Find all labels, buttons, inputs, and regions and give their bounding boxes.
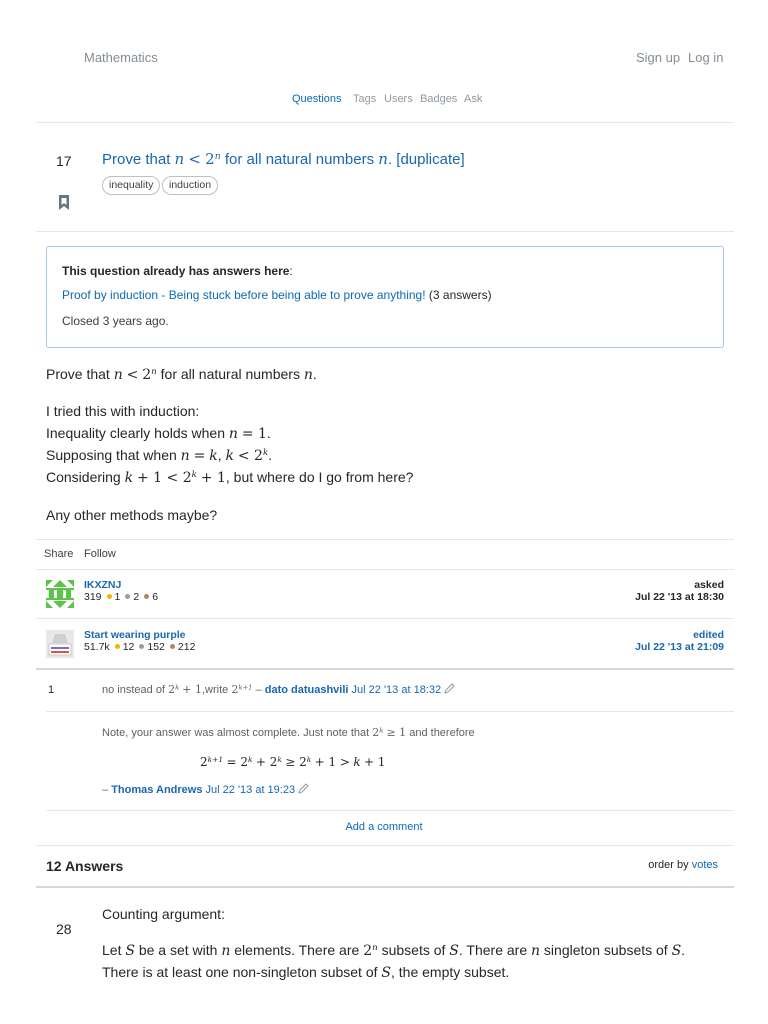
divider bbox=[36, 668, 734, 670]
question-body-line: Inequality clearly holds when n = 1. bbox=[46, 425, 271, 442]
question-body-line: Supposing that when n = k, $k < 2^k$. bbox=[46, 447, 273, 464]
add-comment-link[interactable]: Add a comment bbox=[345, 821, 423, 833]
editor-name[interactable]: Start wearing purple bbox=[84, 629, 186, 641]
comment-vote-count: 1 bbox=[48, 684, 55, 696]
divider bbox=[36, 845, 734, 846]
question-body-line: Considering $k + 1 < 2^k + 1$, but where do I go from here? bbox=[46, 469, 414, 486]
divider bbox=[36, 886, 734, 888]
follow-link[interactable]: Follow bbox=[84, 548, 116, 560]
add-comment-container bbox=[0, 821, 768, 833]
tag-induction[interactable]: induction bbox=[162, 176, 218, 195]
edit-pencil-icon[interactable] bbox=[444, 683, 455, 694]
gold-badge-icon bbox=[107, 594, 112, 599]
closed-text: Closed 3 years ago. bbox=[62, 314, 169, 328]
question-vote-count: 17 bbox=[56, 153, 72, 169]
answer-order: order by votes bbox=[648, 859, 718, 871]
edited-label[interactable]: edited bbox=[693, 629, 724, 641]
answer-body-line: Counting argument: bbox=[102, 906, 225, 922]
sign-up-link[interactable]: Sign up bbox=[636, 50, 681, 65]
silver-badge-icon bbox=[125, 594, 130, 599]
editor-avatar[interactable] bbox=[46, 630, 74, 658]
divider bbox=[36, 569, 734, 570]
question-body-line: I tried this with induction: bbox=[46, 403, 200, 419]
duplicate-notice-line bbox=[62, 288, 492, 302]
bronze-badge-icon bbox=[170, 644, 175, 649]
asked-date: Jul 22 '13 at 18:30 bbox=[635, 591, 724, 603]
share-link[interactable]: Share bbox=[44, 548, 74, 560]
answer-body-line: There is at least one non-singleton subset of S, the empty subset. bbox=[102, 964, 510, 981]
divider bbox=[36, 122, 734, 123]
comment-user[interactable]: Thomas Andrews bbox=[111, 784, 203, 796]
duplicate-answer-count: (3 answers) bbox=[428, 288, 492, 302]
bookmark-icon[interactable] bbox=[58, 195, 70, 210]
comment: no instead of 2$^k$ + 1,write $2^{k+1}$ – dato datuashvili Jul 22 '13 at 18:32 bbox=[102, 683, 455, 696]
asker-reputation: 319 1 2 6 bbox=[84, 591, 159, 603]
comment: Note, your answer was almost complete. Just note that 2$^k$ ≥ 1 and therefore bbox=[102, 726, 475, 739]
editor-reputation: 51.7k 12 152 212 bbox=[84, 641, 196, 653]
asker-name[interactable]: IKXZNJ bbox=[84, 579, 122, 591]
bronze-badge-icon bbox=[144, 594, 149, 599]
silver-badge-icon bbox=[139, 644, 144, 649]
gold-badge-icon bbox=[115, 644, 120, 649]
divider bbox=[36, 539, 734, 540]
nav-badges[interactable]: Badges bbox=[420, 93, 458, 105]
comment-equation: $2^{k+1} = 2^k + 2^k \ge 2^k + 1 > k + 1$ bbox=[200, 754, 386, 769]
comment-date[interactable]: Jul 22 '13 at 19:23 bbox=[205, 784, 296, 796]
nav-users[interactable]: Users bbox=[384, 93, 413, 105]
edited-date[interactable]: Jul 22 '13 at 21:09 bbox=[635, 641, 724, 653]
tag-inequality[interactable]: inequality bbox=[102, 176, 160, 195]
answer-body-line: Let S be a set with n elements. There are 2$^n$ subsets of S. There are n singleton subsets of S. bbox=[102, 942, 686, 959]
divider bbox=[36, 231, 734, 232]
nav-tags[interactable]: Tags bbox=[353, 93, 377, 105]
answer-vote-count: 28 bbox=[56, 921, 72, 937]
site-name[interactable]: Mathematics bbox=[84, 50, 158, 65]
asker-avatar[interactable] bbox=[46, 580, 74, 608]
question-body-paragraph: Prove that n < 2$^n$ for all natural numbers n. bbox=[46, 366, 317, 383]
divider bbox=[46, 711, 734, 712]
comment-attribution: – Thomas Andrews Jul 22 '13 at 19:23 bbox=[102, 783, 309, 796]
nav-ask[interactable]: Ask bbox=[464, 93, 483, 105]
edit-pencil-icon[interactable] bbox=[298, 783, 309, 794]
nav-questions[interactable]: Questions bbox=[292, 93, 342, 105]
order-by-votes-link[interactable]: votes bbox=[691, 859, 718, 871]
duplicate-question-link[interactable]: Proof by induction - Being stuck before being able to prove anything! bbox=[62, 288, 426, 302]
duplicate-notice-heading: This question already has answers here: bbox=[62, 264, 293, 278]
divider bbox=[36, 618, 734, 619]
comment-user[interactable]: dato datuashvili bbox=[264, 684, 349, 696]
asked-label: asked bbox=[694, 579, 724, 591]
log-in-link[interactable]: Log in bbox=[688, 50, 724, 65]
question-body-line: Any other methods maybe? bbox=[46, 507, 218, 523]
answers-count: 12 Answers bbox=[46, 858, 124, 874]
divider bbox=[46, 810, 734, 811]
comment-date[interactable]: Jul 22 '13 at 18:32 bbox=[351, 684, 442, 696]
question-title[interactable]: Prove that n < 2$^n$ for all natural numbers n. [duplicate] bbox=[102, 150, 465, 168]
